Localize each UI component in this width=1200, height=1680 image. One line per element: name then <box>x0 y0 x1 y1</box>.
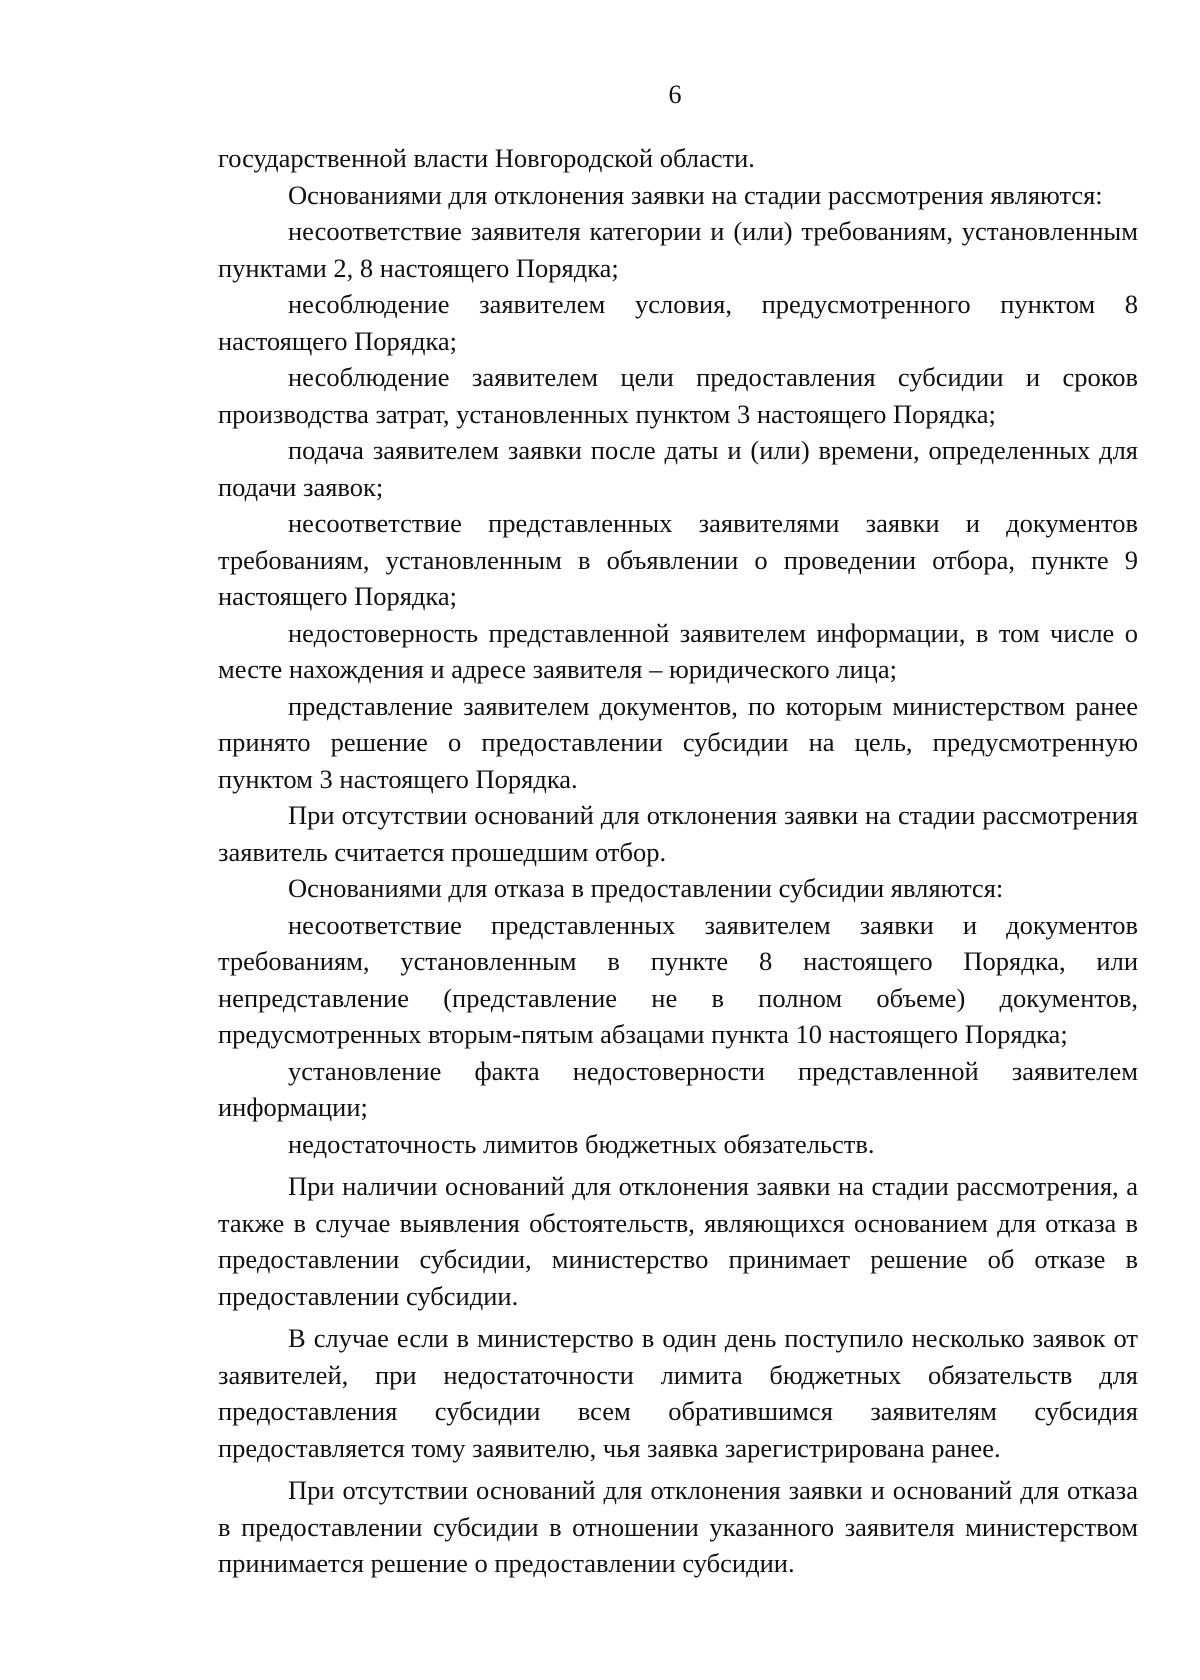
paragraph-refusal-ground-3: недостаточность лимитов бюджетных обязательств. <box>288 1128 875 1159</box>
paragraph-refusal-ground-1: несоответствие представленных заявителем заявки и документов требованиям, установленным в пункте 8 настоящего Порядка, или непредставление (представление не в полном объеме) документов, предусмотренных вторым-пятым абзацами пункта 10 настоящего Порядка; <box>218 909 1138 1049</box>
paragraph-refusal-ground-2: установление факта недостоверности представленной заявителем информации; <box>218 1055 1138 1122</box>
paragraph-rejection-ground-4: подача заявителем заявки после даты и (или) времени, определенных для подачи заявок; <box>218 435 1138 502</box>
paragraph-same-day-applications: В случае если в министерство в один день поступило несколько заявок от заявителей, при недостаточности лимита бюджетных обязательств для предоставления субсидии всем обратившимся заявителям субсидия предоставляется тому заявителю, чья заявка зарегистрирована ранее. <box>218 1323 1138 1463</box>
paragraph-rejection-ground-6: недостоверность представленной заявителем информации, в том числе о месте нахождения и адресе заявителя – юридического лица; <box>218 617 1138 684</box>
paragraph-rejection-ground-1: несоответствие заявителя категории и (или) требованиям, установленным пунктами 2, 8 настоящего Порядка; <box>218 216 1138 283</box>
paragraph-grant-decision: При отсутствии оснований для отклонения заявки и оснований для отказа в предоставлении субсидии в отношении указанного заявителя министерством принимается решение о предоставлении субсидии. <box>218 1475 1138 1578</box>
paragraph-rejection-grounds-intro: Основаниями для отклонения заявки на стадии рассмотрения являются: <box>288 179 1103 210</box>
paragraph-rejection-ground-7: представление заявителем документов, по которым министерством ранее принято решение о предоставлении субсидии на цель, предусмотренную пунктом 3 настоящего Порядка. <box>218 690 1138 794</box>
paragraph-rejection-ground-5: несоответствие представленных заявителями заявки и документов требованиям, установленным в объявлении о проведении отбора, пункте 9 настоящего Порядка; <box>218 508 1138 611</box>
document-body <box>218 140 1138 1582</box>
page-number: 6 <box>668 80 682 109</box>
paragraph-continuation: государственной власти Новгородской области. <box>218 143 755 173</box>
paragraph-refusal-decision: При наличии оснований для отклонения заявки на стадии рассмотрения, а также в случае выявления обстоятельств, являющихся основанием для отказа в предоставлении субсидии, министерство принимает решение об отказе в предоставлении субсидии. <box>218 1171 1138 1311</box>
paragraph-selection-passed: При отсутствии оснований для отклонения заявки на стадии рассмотрения заявитель считается прошедшим отбор. <box>218 800 1138 867</box>
paragraph-rejection-ground-2: несоблюдение заявителем условия, предусмотренного пунктом 8 настоящего Порядка; <box>218 289 1138 356</box>
paragraph-refusal-grounds-intro: Основаниями для отказа в предоставлении субсидии являются: <box>288 873 1004 903</box>
paragraph-rejection-ground-3: несоблюдение заявителем цели предоставления субсидии и сроков производства затрат, установленных пунктом 3 настоящего Порядка; <box>218 362 1138 429</box>
